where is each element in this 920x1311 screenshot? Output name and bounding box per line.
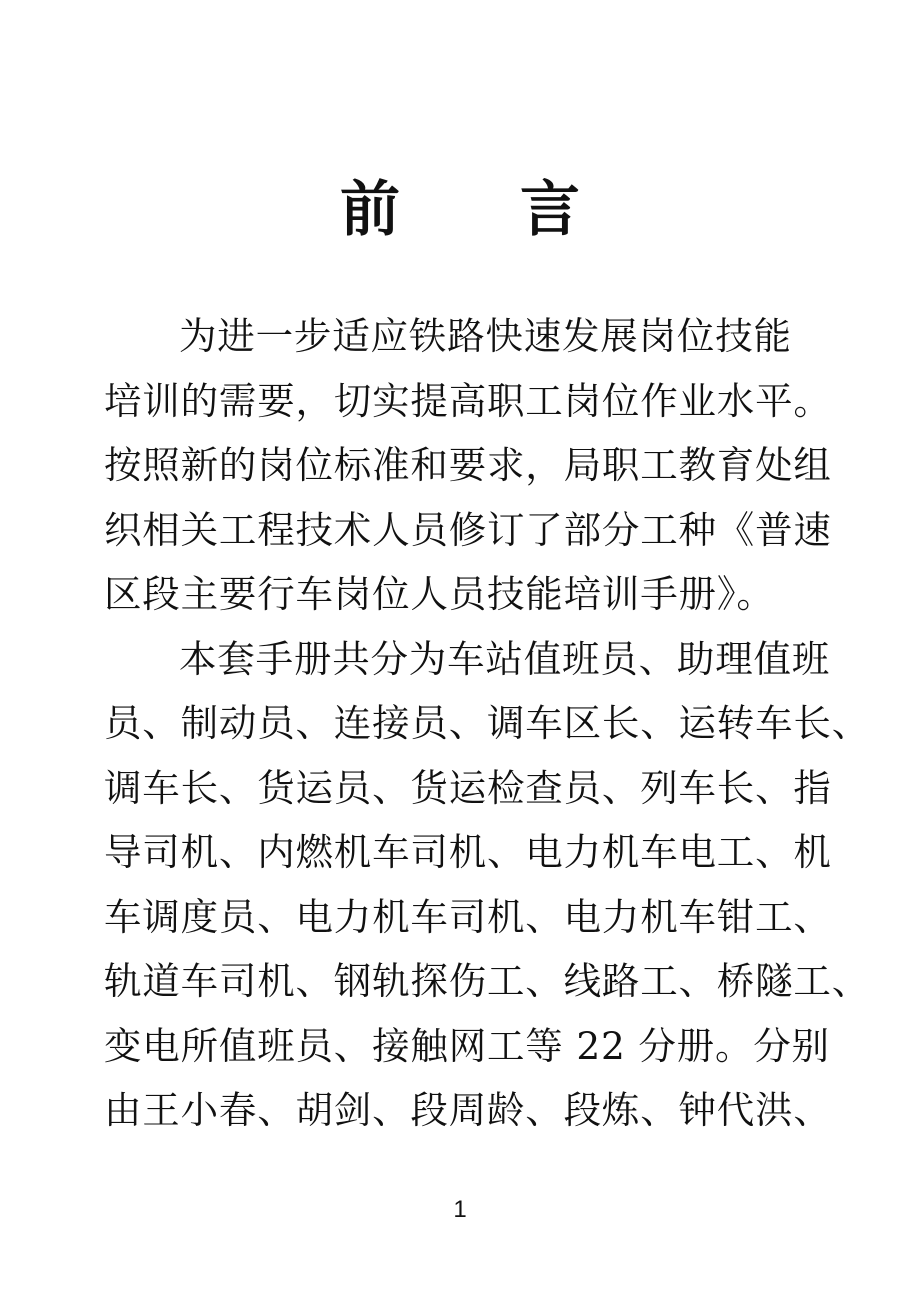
title-char-2: 言 (520, 175, 580, 245)
paragraph-2-line-8: 由王小春、胡剑、段周龄、段炼、钟代洪、 (104, 1088, 832, 1132)
page-title (0, 172, 920, 248)
page-number: 1 (453, 1196, 467, 1223)
body-text (104, 304, 870, 1143)
paragraph-2-line-4: 导司机、内燃机车司机、电力机车电工、机 (104, 830, 832, 874)
paragraph-2-line-5: 车调度员、电力机车司机、电力机车钳工、 (104, 894, 832, 939)
paragraph-2-line-7: 变电所值班员、接触网工等 22 分册。分别 (104, 1023, 830, 1068)
paragraph-2-line-2: 员、制动员、连接员、调车区长、运转车长、 (104, 701, 870, 745)
paragraph-2-line-6: 轨道车司机、钢轨探伤工、线路工、桥隧工、 (104, 959, 870, 1003)
paragraph-1-line-4: 织相关工程技术人员修订了部分工种《普速 (104, 507, 832, 552)
paragraph-1-line-2: 培训的需要，切实提高职工岗位作业水平。 (104, 378, 832, 423)
title-char-1: 前 (340, 175, 400, 245)
paragraph-1-line-1: 为进一步适应铁路快速发展岗位技能 (179, 314, 792, 358)
paragraph-1-line-3: 按照新的岗位标准和要求，局职工教育处组 (104, 443, 832, 487)
paragraph-2-line-3: 调车长、货运员、货运检查员、列车长、指 (104, 765, 832, 810)
paragraph-1-line-5: 区段主要行车岗位人员技能培训手册》。 (104, 572, 775, 616)
paragraph-2-line-1: 本套手册共分为车站值班员、助理值班 (179, 636, 831, 681)
